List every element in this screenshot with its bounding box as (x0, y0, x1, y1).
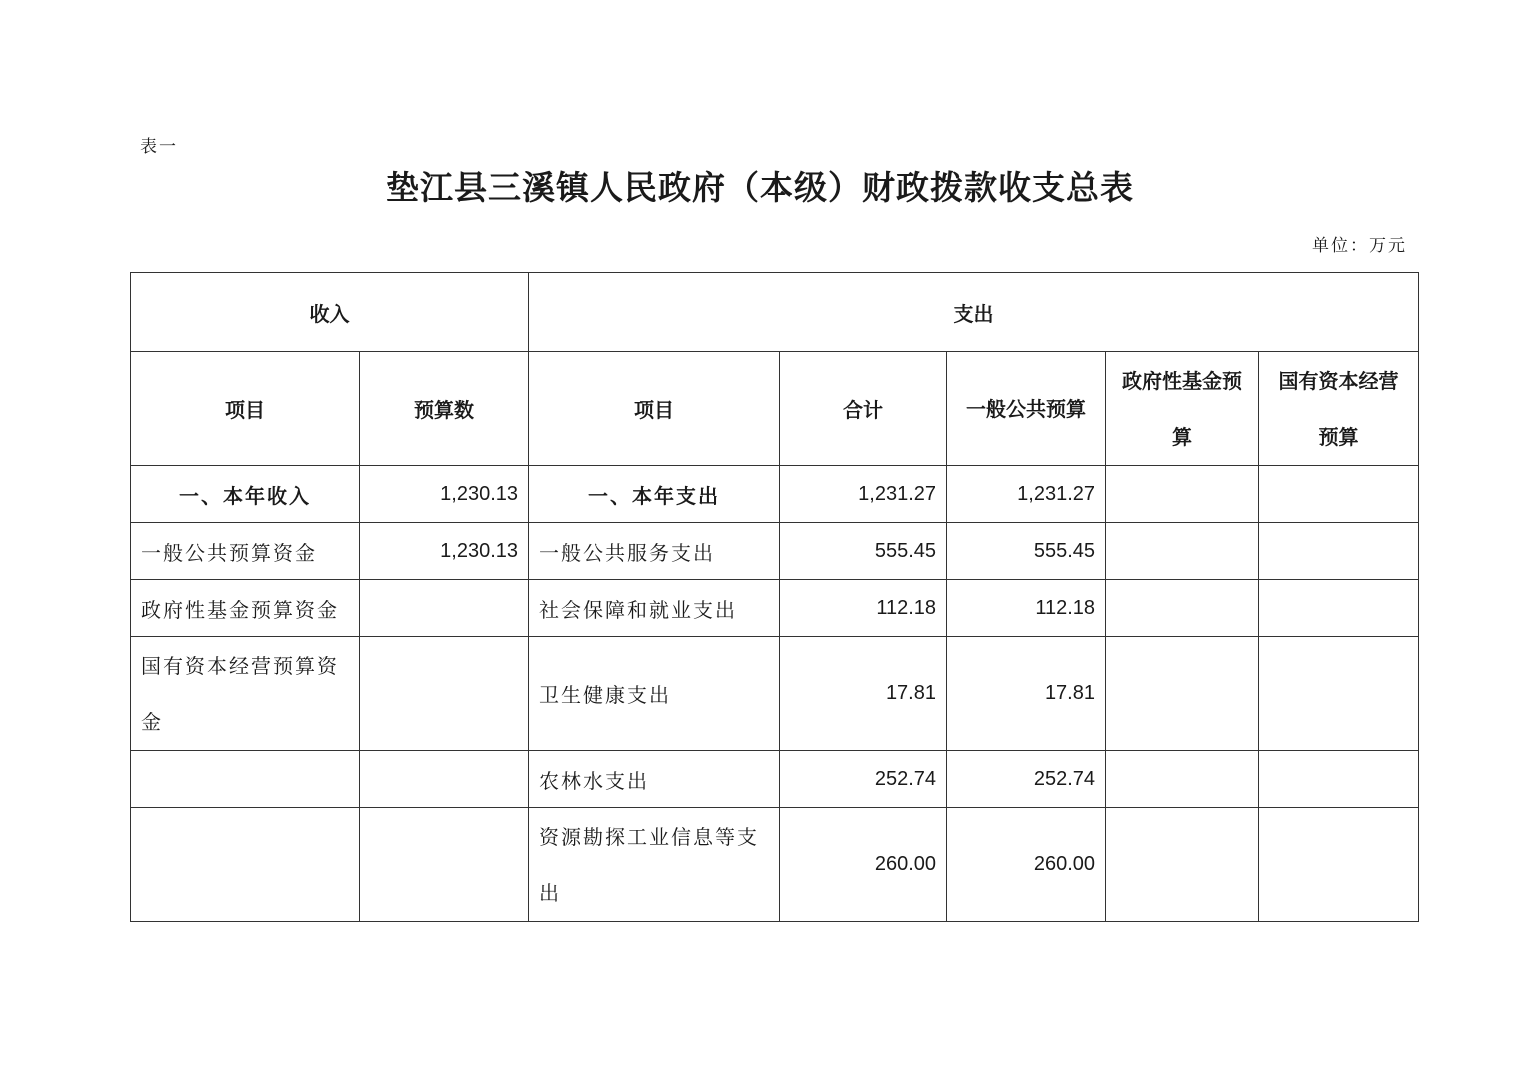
income-amount-cell: 1,230.13 (360, 523, 529, 580)
total-cell: 252.74 (780, 751, 947, 808)
page-title: 垫江县三溪镇人民政府（本级）财政拨款收支总表 (386, 168, 1134, 207)
general-budget-cell: 260.00 (947, 808, 1106, 922)
general-budget-cell: 1,231.27 (947, 466, 1106, 523)
budget-summary-table (130, 272, 1419, 922)
unit-label: 单位：万元 (1312, 236, 1407, 256)
table-row (131, 580, 1419, 637)
state-capital-budget-cell (1259, 580, 1419, 637)
general-budget-cell: 252.74 (947, 751, 1106, 808)
state-capital-budget-cell (1259, 637, 1419, 751)
income-budget-header: 预算数 (360, 352, 529, 466)
general-budget-header: 一般公共预算 (947, 352, 1106, 466)
table-row (131, 466, 1419, 523)
expense-item-cell: 一、本年支出 (529, 466, 780, 523)
fund-budget-cell (1106, 523, 1259, 580)
table-row (131, 523, 1419, 580)
total-cell: 17.81 (780, 637, 947, 751)
total-cell: 260.00 (780, 808, 947, 922)
fund-budget-cell (1106, 580, 1259, 637)
group-header-row (131, 273, 1419, 352)
income-amount-cell (360, 808, 529, 922)
table-row (131, 751, 1419, 808)
general-budget-cell: 555.45 (947, 523, 1106, 580)
fund-budget-cell (1106, 466, 1259, 523)
total-header: 合计 (780, 352, 947, 466)
general-budget-cell: 17.81 (947, 637, 1106, 751)
table-number: 表一 (140, 137, 178, 157)
expense-group-header: 支出 (529, 273, 1419, 352)
fund-budget-cell (1106, 751, 1259, 808)
expense-item-cell: 农林水支出 (529, 751, 780, 808)
income-item-cell (131, 808, 360, 922)
expense-item-cell: 一般公共服务支出 (529, 523, 780, 580)
income-item-cell: 国有资本经营预算资金 (131, 637, 360, 751)
state-capital-budget-cell (1259, 466, 1419, 523)
income-item-cell: 一、本年收入 (131, 466, 360, 523)
income-group-header: 收入 (131, 273, 529, 352)
total-cell: 112.18 (780, 580, 947, 637)
state-capital-budget-cell (1259, 751, 1419, 808)
income-amount-cell (360, 637, 529, 751)
income-item-cell: 政府性基金预算资金 (131, 580, 360, 637)
income-amount-cell (360, 580, 529, 637)
income-item-cell: 一般公共预算资金 (131, 523, 360, 580)
expense-item-cell: 社会保障和就业支出 (529, 580, 780, 637)
table-row (131, 808, 1419, 922)
column-header-row (131, 352, 1419, 466)
state-capital-budget-cell (1259, 808, 1419, 922)
fund-budget-header: 政府性基金预算 (1106, 352, 1259, 466)
expense-item-cell: 卫生健康支出 (529, 637, 780, 751)
table-row (131, 637, 1419, 751)
expense-item-cell: 资源勘探工业信息等支出 (529, 808, 780, 922)
total-cell: 555.45 (780, 523, 947, 580)
expense-item-header: 项目 (529, 352, 780, 466)
fund-budget-cell (1106, 808, 1259, 922)
general-budget-cell: 112.18 (947, 580, 1106, 637)
state-capital-budget-cell (1259, 523, 1419, 580)
income-item-header: 项目 (131, 352, 360, 466)
total-cell: 1,231.27 (780, 466, 947, 523)
state-capital-budget-header: 国有资本经营预算 (1259, 352, 1419, 466)
income-item-cell (131, 751, 360, 808)
income-amount-cell (360, 751, 529, 808)
fund-budget-cell (1106, 637, 1259, 751)
income-amount-cell: 1,230.13 (360, 466, 529, 523)
